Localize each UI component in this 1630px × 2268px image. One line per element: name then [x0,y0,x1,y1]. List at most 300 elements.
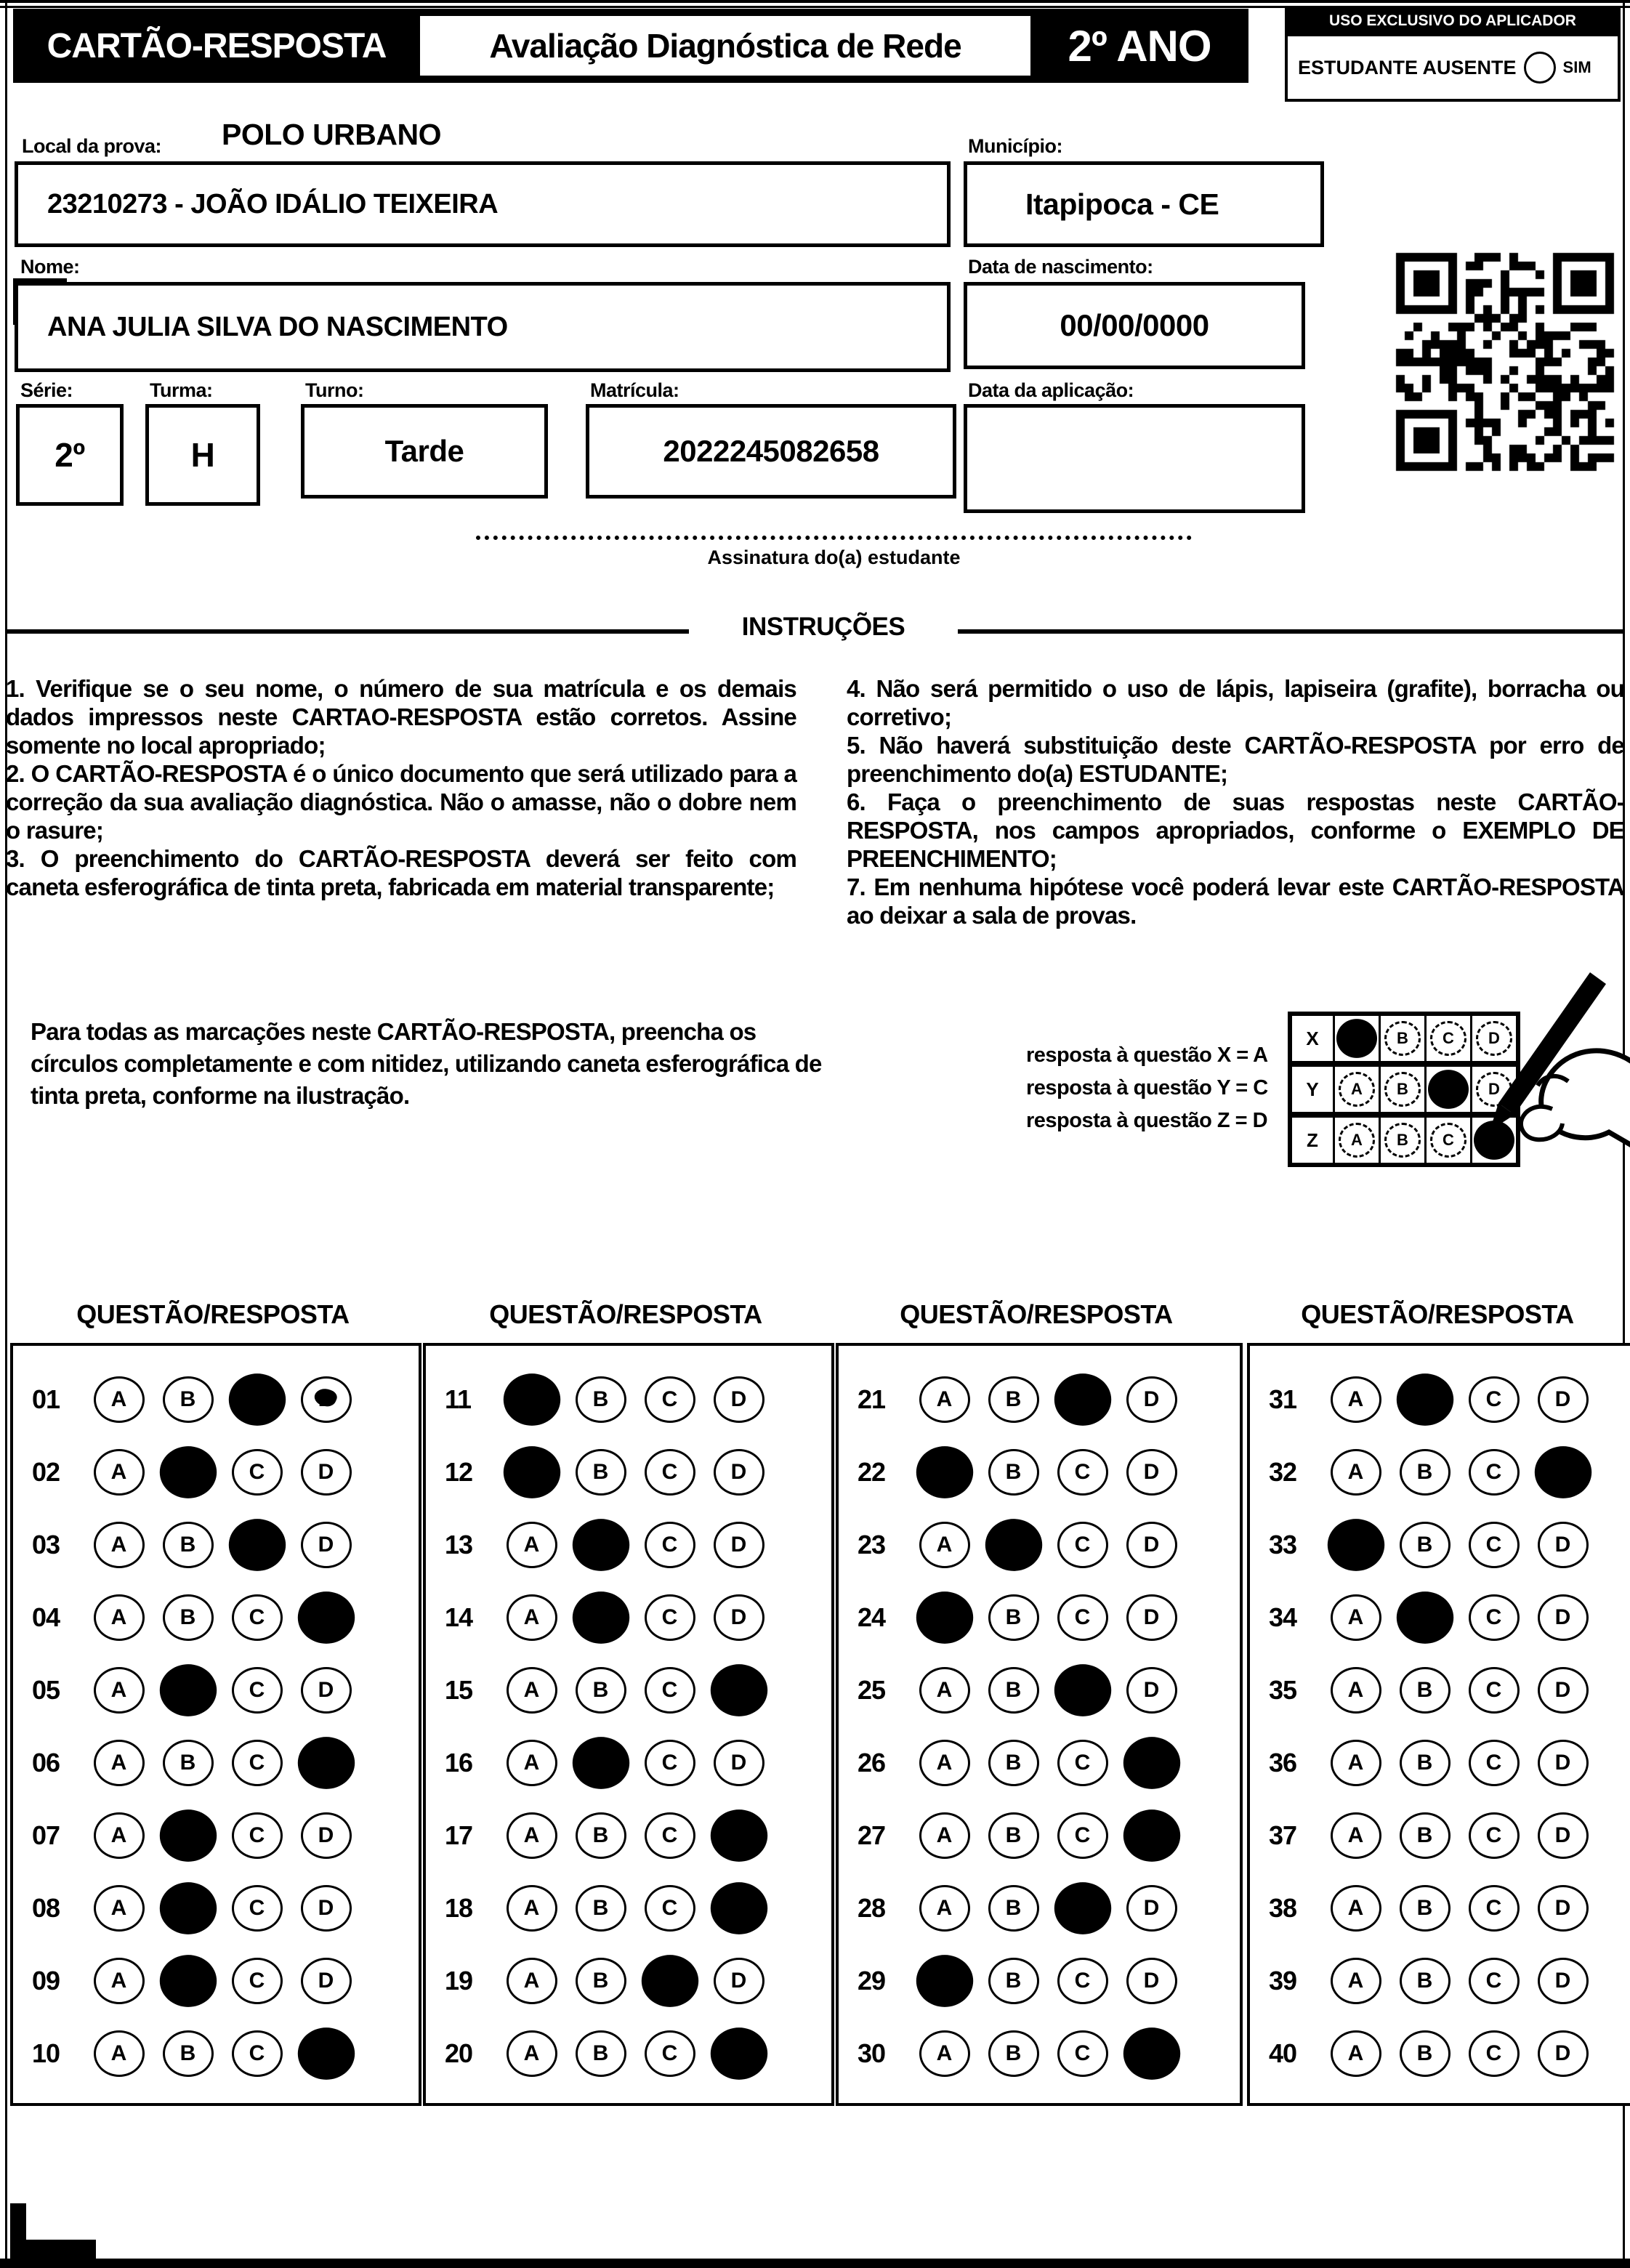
bubble-38-C[interactable] [1469,1885,1520,1932]
answers-panel-2 [423,1343,834,2106]
bubble-28-B[interactable] [988,1885,1039,1932]
examiner-box-body [1285,36,1621,102]
bubble-14-A[interactable] [507,1594,557,1641]
bubble-26-C[interactable] [1057,1740,1108,1786]
bubble-05-B[interactable] [159,1664,216,1716]
bubble-39-C[interactable] [1469,1958,1520,2004]
bubble-19-B[interactable] [576,1958,626,2004]
bubble-29-D[interactable] [1126,1958,1177,2004]
bubble-05-A[interactable] [94,1667,145,1714]
bubble-letter: D [1554,1896,1571,1920]
bubble-letter: A [1347,1751,1364,1775]
answers-column-header-3: QUESTÃO/RESPOSTA [900,1299,1173,1329]
bubble-slot [1048,1667,1117,1714]
bubble-13-A[interactable] [507,1522,557,1568]
bubble-17-A[interactable] [507,1812,557,1859]
bubble-slot [566,1812,635,1859]
exam-title-banner: Avaliação Diagnóstica de Rede [420,16,1030,76]
bubble-slot [291,1667,360,1714]
bubble-06-D[interactable] [297,1737,354,1789]
question-number: 35 [1269,1675,1297,1705]
bubble-32-D[interactable] [1534,1446,1591,1498]
bubble-08-A[interactable] [94,1885,145,1932]
bubble-letter: C [661,1823,678,1847]
question-number: 25 [858,1675,886,1705]
bubble-letter: B [592,1460,609,1484]
bubble-31-B[interactable] [1396,1373,1453,1426]
answers-panel-1 [10,1343,421,2106]
bubble-slot [153,1376,222,1423]
bubble-17-B[interactable] [576,1812,626,1859]
bubble-20-C[interactable] [645,2030,695,2077]
bubble-04-B[interactable] [163,1594,214,1641]
bubble-30-C[interactable] [1057,2030,1108,2077]
bubble-37-D[interactable] [1538,1812,1589,1859]
bubble-14-D[interactable] [714,1594,764,1641]
question-row-19 [426,1945,831,2017]
bubble-23-D[interactable] [1126,1522,1177,1568]
bubble-37-C[interactable] [1469,1812,1520,1859]
bubble-20-D[interactable] [710,2027,767,2080]
bubble-10-C[interactable] [232,2030,283,2077]
bubble-letter: C [249,2041,265,2065]
bubble-slot [84,1958,153,2004]
question-number: 40 [1269,2038,1297,2068]
instruction-item-2: 2. O CARTÃO-RESPOSTA é o único documento que será utilizado para a correção da sua avaliação diagnóstica. Não o amasse, não o dobre nem o rasure; [6,760,796,844]
bubble-04-D[interactable] [297,1591,354,1644]
bubble-40-D[interactable] [1538,2030,1589,2077]
absent-bubble[interactable] [1524,52,1556,84]
bubble-16-C[interactable] [645,1740,695,1786]
bubble-22-D[interactable] [1126,1449,1177,1496]
bubble-slot [291,2030,360,2077]
bubble-letter: A [110,1751,127,1775]
bubble-slot [497,2030,566,2077]
bubble-letter: D [1554,1823,1571,1847]
bubble-09-A[interactable] [94,1958,145,2004]
bubble-15-D[interactable] [710,1664,767,1716]
municipio-value: Itapipoca - CE [1025,187,1219,221]
matricula-label: Matrícula: [590,379,679,401]
bubble-slot [1528,1594,1597,1641]
bubble-37-A[interactable] [1331,1812,1381,1859]
bubble-28-C[interactable] [1054,1882,1110,1934]
question-number: 21 [858,1384,886,1414]
bubble-27-A[interactable] [919,1812,970,1859]
bubble-33-D[interactable] [1538,1522,1589,1568]
bubble-letter: D [318,1823,334,1847]
bubble-23-A[interactable] [919,1522,970,1568]
bubble-35-C[interactable] [1469,1667,1520,1714]
bubble-15-B[interactable] [576,1667,626,1714]
bubble-31-C[interactable] [1469,1376,1520,1423]
bubble-35-B[interactable] [1400,1667,1451,1714]
bubble-letter: D [1554,2041,1571,2065]
bubble-03-D[interactable] [301,1522,352,1568]
bubble-34-B[interactable] [1396,1591,1453,1644]
bubble-25-B[interactable] [988,1667,1039,1714]
bubble-slot [222,1449,291,1496]
bubble-16-A[interactable] [507,1740,557,1786]
bubble-01-C[interactable] [228,1373,285,1426]
bubble-slot [635,1449,704,1496]
bubble-22-A[interactable] [916,1446,972,1498]
bubble-letter: D [730,2039,748,2067]
bubble-32-B[interactable] [1400,1449,1451,1496]
bubble-slot [497,1958,566,2004]
bubble-24-D[interactable] [1126,1594,1177,1641]
municipio-box [964,161,1324,247]
bubble-slot [1048,1449,1117,1496]
bubble-slot [84,1522,153,1568]
bubble-letter: D [317,1603,335,1631]
bubble-letter: B [592,1969,609,1993]
bubble-slot [1117,1667,1186,1714]
bubble-slot [222,1958,291,2004]
bubble-letter: C [1074,1605,1091,1629]
bubble-slot [566,1449,635,1496]
bubble-letter: B [1005,1605,1022,1629]
example-cell [1335,1016,1381,1061]
bubble-29-B[interactable] [988,1958,1039,2004]
example-cell [1335,1118,1381,1163]
bubble-14-B[interactable] [572,1591,629,1644]
bubble-23-C[interactable] [1057,1522,1108,1568]
question-number: 07 [32,1820,60,1850]
bubble-36-A[interactable] [1331,1740,1381,1786]
bubble-21-C[interactable] [1054,1373,1110,1426]
bubble-letter: A [1347,1823,1364,1847]
bubble-slot [84,1594,153,1641]
bubble-26-A[interactable] [919,1740,970,1786]
aplicacao-box[interactable] [964,404,1305,513]
bubble-19-D[interactable] [714,1958,764,2004]
instruction-item-7: 7. Em nenhuma hipótese você poderá levar este CARTÃO-RESPOSTA ao deixar a sala de provas. [847,873,1624,929]
bubble-18-A[interactable] [507,1885,557,1932]
bubble-letter: B [179,1458,197,1485]
bubble-13-D[interactable] [714,1522,764,1568]
bubble-letter: D [1143,1533,1160,1557]
bubble-25-A[interactable] [919,1667,970,1714]
bubble-21-A[interactable] [919,1376,970,1423]
bubble-38-A[interactable] [1331,1885,1381,1932]
bubble-28-D[interactable] [1126,1885,1177,1932]
bubble-letter: D [318,1460,334,1484]
bubble-letter: A [110,1823,127,1847]
bubble-letter: B [1416,1533,1433,1557]
bubble-letter: D [1143,1605,1160,1629]
bubble-27-C[interactable] [1057,1812,1108,1859]
bubble-28-A[interactable] [919,1885,970,1932]
bubble-slot [1459,1958,1528,2004]
bubble-15-A[interactable] [507,1667,557,1714]
bubble-slot [979,1885,1048,1932]
bubble-08-D[interactable] [301,1885,352,1932]
bubble-11-A[interactable] [503,1373,560,1426]
bubble-24-B[interactable] [988,1594,1039,1641]
bubble-04-A[interactable] [94,1594,145,1641]
bubble-03-A[interactable] [94,1522,145,1568]
bubble-18-D[interactable] [710,1882,767,1934]
question-row-39 [1250,1945,1630,2017]
bubble-slot [1321,2030,1390,2077]
bubble-11-C[interactable] [645,1376,695,1423]
bubble-letter: D [1142,1821,1161,1849]
bubble-38-D[interactable] [1538,1885,1589,1932]
bubble-05-D[interactable] [301,1667,352,1714]
bubble-30-A[interactable] [919,2030,970,2077]
question-number: 34 [1269,1602,1297,1632]
question-number: 24 [858,1602,886,1632]
bubble-slot [1390,1958,1459,2004]
turma-label: Turma: [150,379,213,401]
question-row-04 [13,1581,419,1654]
bubble-letter: C [249,1823,265,1847]
matricula-box [586,404,956,499]
bubble-07-C[interactable] [232,1812,283,1859]
bubble-35-A[interactable] [1331,1667,1381,1714]
bubble-10-A[interactable] [94,2030,145,2077]
bubble-22-C[interactable] [1057,1449,1108,1496]
question-number: 39 [1269,1966,1297,1995]
bubble-11-D[interactable] [714,1376,764,1423]
bubble-slot [222,1812,291,1859]
bubble-slot [979,1740,1048,1786]
bubble-letter: C [249,1751,265,1775]
bubble-12-A[interactable] [503,1446,560,1498]
instructions-rule-right [958,629,1624,634]
bubble-slot [1117,1376,1186,1423]
bubble-30-B[interactable] [988,2030,1039,2077]
bubble-33-B[interactable] [1400,1522,1451,1568]
nascimento-value: 00/00/0000 [1060,308,1209,342]
bubble-33-C[interactable] [1469,1522,1520,1568]
bubble-slot [1048,1740,1117,1786]
bubble-slot [704,2030,773,2077]
bubble-06-B[interactable] [163,1740,214,1786]
bubble-25-D[interactable] [1126,1667,1177,1714]
bubble-36-D[interactable] [1538,1740,1589,1786]
bubble-slot [291,1376,360,1423]
bubble-11-B[interactable] [576,1376,626,1423]
bubble-10-B[interactable] [163,2030,214,2077]
bubble-12-D[interactable] [714,1449,764,1496]
bubble-36-C[interactable] [1469,1740,1520,1786]
bubble-10-D[interactable] [297,2027,354,2080]
bubble-08-C[interactable] [232,1885,283,1932]
example-row-label: Z [1292,1118,1335,1163]
bubble-slot [84,1885,153,1932]
bubble-letter: B [179,1821,197,1849]
bubble-slot [566,1667,635,1714]
bubble-letter: A [110,1605,127,1629]
bubble-letter: B [592,1530,610,1558]
bubble-23-B[interactable] [985,1519,1041,1571]
bubble-letter: A [1347,1530,1365,1558]
question-row-08 [13,1872,419,1945]
bubble-12-B[interactable] [576,1449,626,1496]
examiner-box [1285,6,1621,102]
bubble-24-A[interactable] [916,1591,972,1644]
bubble-25-C[interactable] [1054,1664,1110,1716]
bubble-letter: A [936,1751,953,1775]
bubble-35-D[interactable] [1538,1667,1589,1714]
bubble-29-A[interactable] [916,1955,972,2007]
bubble-33-A[interactable] [1327,1519,1384,1571]
bubble-05-C[interactable] [232,1667,283,1714]
bubble-32-C[interactable] [1469,1449,1520,1496]
bubble-01-B[interactable] [163,1376,214,1423]
question-row-15 [426,1654,831,1727]
question-row-13 [426,1509,831,1581]
bubble-39-D[interactable] [1538,1958,1589,2004]
bubble-13-C[interactable] [645,1522,695,1568]
bubble-06-C[interactable] [232,1740,283,1786]
bubble-letter: A [935,1458,953,1485]
bubble-26-B[interactable] [988,1740,1039,1786]
bubble-letter: D [1143,1969,1160,1993]
bubble-40-A[interactable] [1331,2030,1381,2077]
bubble-slot [635,1958,704,2004]
bubble-27-B[interactable] [988,1812,1039,1859]
bubble-02-D[interactable] [301,1449,352,1496]
bubble-17-D[interactable] [710,1809,767,1862]
bubble-slot [1048,2030,1117,2077]
bubble-40-B[interactable] [1400,2030,1451,2077]
bubble-letter: D [317,2039,335,2067]
example-legend [1026,1039,1268,1137]
bubble-15-C[interactable] [645,1667,695,1714]
bubble-24-C[interactable] [1057,1594,1108,1641]
bubble-09-B[interactable] [159,1955,216,2007]
bubble-16-D[interactable] [714,1740,764,1786]
bubble-18-B[interactable] [576,1885,626,1932]
bubble-14-C[interactable] [645,1594,695,1641]
absent-label: ESTUDANTE AUSENTE [1298,56,1517,78]
bubble-letter: D [1142,2039,1161,2067]
bubble-20-A[interactable] [507,2030,557,2077]
bubble-04-C[interactable] [232,1594,283,1641]
bubble-slot [910,1812,979,1859]
bubble-34-D[interactable] [1538,1594,1589,1641]
bubble-29-C[interactable] [1057,1958,1108,2004]
bubble-13-B[interactable] [572,1519,629,1571]
bubble-31-A[interactable] [1331,1376,1381,1423]
bubble-letter: D [317,1748,335,1776]
bubble-16-B[interactable] [572,1737,629,1789]
bubble-slot [704,1594,773,1641]
bubble-21-D[interactable] [1126,1376,1177,1423]
bubble-34-A[interactable] [1331,1594,1381,1641]
bubble-34-C[interactable] [1469,1594,1520,1641]
instructions-column-right [847,674,1624,929]
bubble-37-B[interactable] [1400,1812,1451,1859]
bubble-02-A[interactable] [94,1449,145,1496]
bubble-09-D[interactable] [301,1958,352,2004]
bubble-slot [1048,1812,1117,1859]
bubble-17-C[interactable] [645,1812,695,1859]
bubble-slot [1117,1740,1186,1786]
bubble-19-C[interactable] [641,1955,698,2007]
bubble-letter: A [523,2041,540,2065]
bubble-30-D[interactable] [1123,2027,1179,2080]
bubble-31-D[interactable] [1538,1376,1589,1423]
bubble-12-C[interactable] [645,1449,695,1496]
instruction-item-1: 1. Verifique se o seu nome, o número de sua matrícula e os demais dados impressos neste CARTAO-RESPOSTA estão corretos. Assine somente no local apropriado; [6,675,796,759]
bubble-26-D[interactable] [1123,1737,1179,1789]
bubble-slot [1459,1449,1528,1496]
bubble-letter: D [1554,1751,1571,1775]
bubble-slot [1528,1522,1597,1568]
nascimento-label: Data de nascimento: [968,256,1153,278]
bubble-07-A[interactable] [94,1812,145,1859]
bubble-03-C[interactable] [228,1519,285,1571]
bubble-07-B[interactable] [159,1809,216,1862]
question-number: 08 [32,1893,60,1923]
bubble-32-A[interactable] [1331,1449,1381,1496]
qr-code [1390,247,1620,477]
bubble-36-B[interactable] [1400,1740,1451,1786]
bubble-letter: B [1005,1751,1022,1775]
bubble-08-B[interactable] [159,1882,216,1934]
bubble-09-C[interactable] [232,1958,283,2004]
grade-banner: 2º ANO [1068,21,1211,70]
bubble-letter: B [1005,1896,1022,1920]
signature-line[interactable] [476,536,1192,540]
bubble-letter: C [1485,1678,1502,1702]
school-value: 23210273 - JOÃO IDÁLIO TEIXEIRA [47,188,499,219]
bubble-letter: C [1485,1533,1502,1557]
bubble-18-C[interactable] [645,1885,695,1932]
serie-value: 2º [55,436,85,474]
bubble-01-D[interactable] [301,1376,352,1423]
bubble-slot [1117,1522,1186,1568]
bubble-39-A[interactable] [1331,1958,1381,2004]
bubble-19-A[interactable] [507,1958,557,2004]
bubble-letter: D [1554,1969,1571,1993]
bubble-07-D[interactable] [301,1812,352,1859]
bubble-39-B[interactable] [1400,1958,1451,2004]
turno-box [301,404,548,499]
bubble-27-D[interactable] [1123,1809,1179,1862]
bubble-38-B[interactable] [1400,1885,1451,1932]
question-row-21 [839,1363,1240,1436]
bubble-slot [1528,1885,1597,1932]
bubble-21-B[interactable] [988,1376,1039,1423]
bubble-02-C[interactable] [232,1449,283,1496]
bubble-letter: C [1074,1969,1091,1993]
question-row-30 [839,2017,1240,2090]
nome-label: Nome: [20,256,80,278]
bubble-01-A[interactable] [94,1376,145,1423]
bubble-03-B[interactable] [163,1522,214,1568]
bubble-letter: B [1416,1896,1433,1920]
bubble-slot [291,1522,360,1568]
bubble-slot [704,1449,773,1496]
bubble-06-A[interactable] [94,1740,145,1786]
bubble-20-B[interactable] [576,2030,626,2077]
bubble-22-B[interactable] [988,1449,1039,1496]
bubble-slot [1459,2030,1528,2077]
bubble-02-B[interactable] [159,1446,216,1498]
answers-column-header-4: QUESTÃO/RESPOSTA [1301,1299,1574,1329]
bubble-40-C[interactable] [1469,2030,1520,2077]
bubble-letter: B [1416,1823,1433,1847]
bubble-letter: C [249,1896,265,1920]
answers-panel-4 [1247,1343,1630,2106]
bubble-slot [1321,1740,1390,1786]
question-row-40 [1250,2017,1630,2090]
